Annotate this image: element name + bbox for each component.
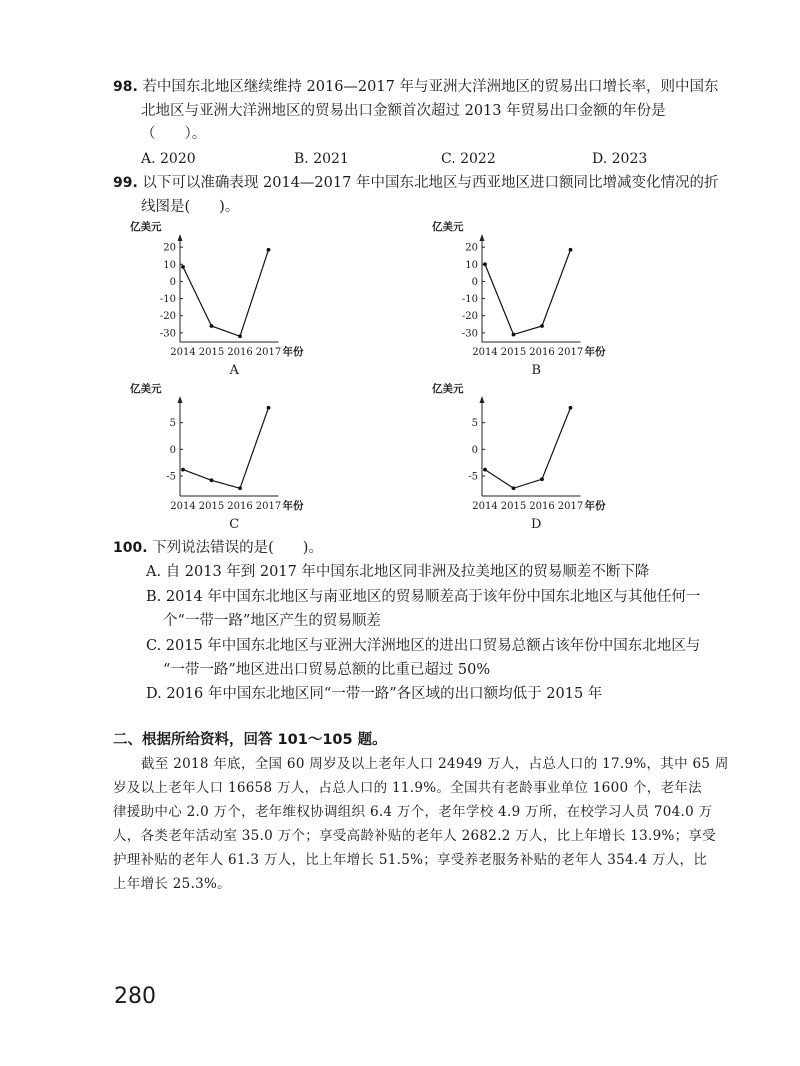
y-tick-label: 20 [163, 242, 176, 254]
chart-a [130, 218, 330, 376]
q100-option-c-2: “一带一路”地区进出口贸易总额的比重已超过 50% [163, 662, 491, 678]
x-tick-label: 2017 [255, 501, 282, 512]
section2-para-line: 律援助中心 2.0 万个，老年维权协调组织 6.4 万个，老年学校 4.9 万所，在校学习人员 704.0 万 [113, 804, 713, 820]
chart-c [130, 380, 330, 530]
x-tick-label: 2015 [500, 501, 527, 512]
data-point [181, 468, 185, 472]
data-point [210, 478, 214, 482]
y-tick-label: -10 [159, 294, 176, 306]
y-axis-title: 亿美元 [432, 383, 464, 395]
y-axis-title: 亿美元 [130, 383, 162, 395]
x-tick-label: 2014 [472, 501, 498, 512]
data-point [483, 262, 487, 266]
x-tick-label: 2015 [198, 501, 225, 512]
x-tick-label: 2016 [227, 501, 253, 512]
q98-number: 98. [113, 79, 138, 95]
y-tick-label: -10 [461, 294, 478, 306]
q100-line1 [113, 538, 323, 558]
q98-option-b: B. 2021 [294, 151, 349, 167]
data-point [181, 265, 185, 269]
data-point [540, 324, 544, 328]
y-tick-label: -20 [461, 311, 478, 323]
series-line [183, 250, 269, 337]
y-tick-label: -30 [159, 328, 176, 340]
data-point [512, 333, 516, 337]
chart-option-letter: D [531, 517, 542, 532]
q100-stem: 下列说法错误的是( )。 [152, 540, 323, 556]
y-tick-label: 20 [465, 242, 478, 254]
y-tick-label: 10 [163, 259, 176, 271]
x-tick-label: 2014 [472, 347, 498, 358]
q100-option-a: A. 自 2013 年到 2017 年中国东北地区同非洲及拉美地区的贸易顺差不断下降 [146, 564, 650, 580]
x-tick-label: 2016 [529, 347, 555, 358]
q98-text-2: 北地区与亚洲大洋洲地区的贸易出口金额首次超过 2013 年贸易出口金额的年份是 [141, 103, 666, 119]
y-tick-label: 5 [169, 418, 176, 430]
q100-option-d: D. 2016 年中国东北地区同“一带一路”各区域的出口额均低于 2015 年 [146, 686, 603, 702]
q100-option-b-1: B. 2014 年中国东北地区与南亚地区的贸易顺差高于该年份中国东北地区与其他任何一 [146, 589, 701, 605]
q98-option-d: D. 2023 [592, 151, 648, 167]
y-tick-label: 0 [169, 444, 176, 456]
data-point [512, 486, 516, 490]
series-line [485, 408, 571, 489]
y-tick-label: 0 [169, 276, 176, 288]
section2-heading: 二、根据所给资料，回答 101～105 题。 [113, 732, 387, 748]
q100-option-b-2: 个“一带一路”地区产生的贸易顺差 [163, 613, 381, 629]
x-axis-title: 年份 [584, 500, 606, 512]
q99-number: 99. [113, 175, 138, 191]
y-axis-arrow [178, 396, 183, 403]
q98-text-1: 若中国东北地区继续维持 2016—2017 年与亚洲大洋洲地区的贸易出口增长率，则中国东 [142, 79, 719, 95]
chart-d [432, 380, 632, 530]
data-point [238, 486, 242, 490]
section2-para-line: 截至 2018 年底，全国 60 周岁及以上老年人口 24949 万人，占总人口的 17.9%，其中 65 周 [141, 756, 729, 772]
q98-option-a: A. 2020 [141, 151, 196, 167]
y-axis-arrow [480, 234, 485, 241]
q99-text-2: 线图是( )。 [141, 199, 240, 215]
x-tick-label: 2014 [170, 501, 196, 512]
x-tick-label: 2017 [557, 347, 584, 358]
x-tick-label: 2014 [170, 347, 196, 358]
q99-line1 [113, 173, 718, 193]
series-line [485, 250, 571, 335]
q100-option-c-1: C. 2015 年中国东北地区与亚洲大洋洲地区的进出口贸易总额占该年份中国东北地区与 [146, 638, 701, 654]
data-point [210, 324, 214, 328]
data-point [267, 248, 271, 252]
y-tick-label: -5 [468, 471, 478, 483]
data-point [238, 334, 242, 338]
y-tick-label: -20 [159, 311, 176, 323]
y-tick-label: 0 [471, 444, 478, 456]
x-axis-title: 年份 [282, 346, 304, 358]
chart-b [432, 218, 632, 376]
section2-para-line: 岁及以上老年人口 16658 万人，占总人口的 11.9%。全国共有老龄事业单位 1600 个，老年法 [113, 780, 702, 796]
y-tick-label: 5 [471, 418, 478, 430]
chart-option-letter: A [229, 363, 239, 378]
chart-option-letter: B [531, 363, 542, 378]
data-point [540, 477, 544, 481]
series-line [183, 408, 269, 489]
x-axis-title: 年份 [584, 346, 606, 358]
x-tick-label: 2015 [500, 347, 527, 358]
data-point [569, 406, 573, 410]
data-point [483, 468, 487, 472]
q98-text-3: （ ）。 [141, 126, 207, 142]
x-tick-label: 2015 [198, 347, 225, 358]
section2-para-line: 护理补贴的老年人 61.3 万人，比上年增长 51.5%；享受养老服务补贴的老年人 354.4 万人，比 [113, 852, 708, 868]
y-tick-label: -5 [166, 471, 176, 483]
chart-option-letter: C [229, 517, 240, 532]
q98-option-c: C. 2022 [441, 151, 496, 167]
x-tick-label: 2016 [227, 347, 253, 358]
x-axis-title: 年份 [282, 500, 304, 512]
data-point [267, 406, 271, 410]
x-tick-label: 2016 [529, 501, 555, 512]
y-axis-arrow [480, 396, 485, 403]
y-axis-title: 亿美元 [130, 221, 162, 233]
x-tick-label: 2017 [557, 501, 584, 512]
section2-para-line: 上年增长 25.3%。 [113, 876, 231, 892]
q100-number: 100. [113, 540, 148, 556]
q98-line1 [113, 77, 718, 97]
data-point [569, 248, 573, 252]
section2-para-line: 人，各类老年活动室 35.0 万个；享受高龄补贴的老年人 2682.2 万人，比上年增长 13.9%；享受 [113, 828, 717, 844]
q99-text-1: 以下可以准确表现 2014—2017 年中国东北地区与西亚地区进口额同比增减变化情况的折 [142, 175, 719, 191]
y-axis-title: 亿美元 [432, 221, 464, 233]
y-axis-arrow [178, 234, 183, 241]
page-number: 280 [114, 984, 156, 1009]
y-tick-label: 0 [471, 276, 478, 288]
x-tick-label: 2017 [255, 347, 282, 358]
y-tick-label: 10 [465, 259, 478, 271]
y-tick-label: -30 [461, 328, 478, 340]
